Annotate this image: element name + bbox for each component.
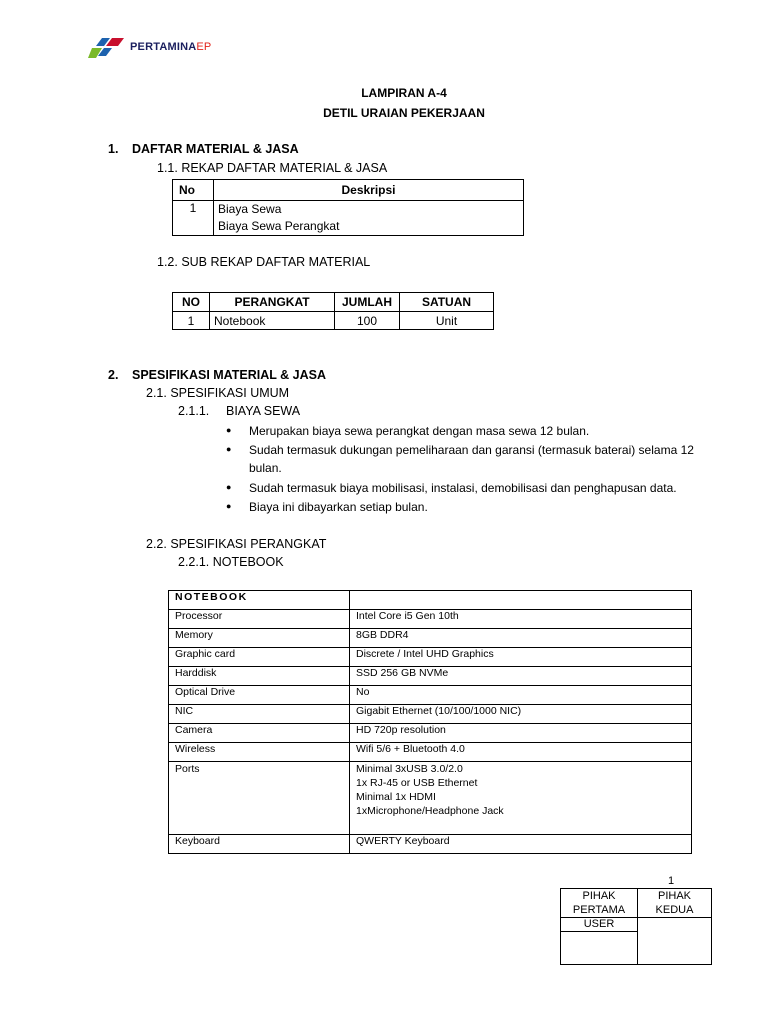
table-row (561, 918, 712, 965)
bullet-icon: ● (226, 501, 232, 511)
rekap-table (172, 179, 524, 236)
table-cell-desc-line2: Biaya Sewa Perangkat (218, 219, 340, 233)
table-header-deskripsi: Deskripsi (214, 180, 524, 201)
spec-label: Processor (169, 610, 350, 629)
section1-number: 1. (108, 142, 119, 156)
pertamina-logo-icon (88, 32, 128, 62)
section2-heading: SPESIFIKASI MATERIAL & JASA (132, 368, 327, 382)
spec-label-keyboard: Keyboard (169, 835, 350, 854)
section1-2-heading: 1.2. SUB REKAP DAFTAR MATERIAL (157, 255, 371, 269)
table-header-row (173, 293, 494, 312)
section1-heading: DAFTAR MATERIAL & JASA (132, 142, 299, 156)
table-cell-perangkat: Notebook (210, 312, 335, 330)
sig-kedua-space (638, 918, 712, 965)
spec-value: SSD 256 GB NVMe (350, 667, 692, 686)
sig-pertama-line2: PERTAMA (572, 904, 626, 916)
table-row (169, 629, 692, 648)
table-header-satuan: SATUAN (400, 293, 494, 312)
spec-label: Memory (169, 629, 350, 648)
table-header-no: No (173, 180, 214, 201)
table-row (169, 835, 692, 854)
spec-label: Camera (169, 724, 350, 743)
bullet-item: Sudah termasuk dukungan pemeliharaan dan garansi (termasuk baterai) selama 12 (249, 443, 694, 457)
table-cell-no: 1 (173, 201, 214, 236)
section1-1-heading: 1.1. REKAP DAFTAR MATERIAL & JASA (157, 161, 388, 175)
table-row (169, 724, 692, 743)
sig-pertama-line1: PIHAK (582, 890, 616, 902)
table-row (169, 610, 692, 629)
table-row (169, 762, 692, 835)
table-row (173, 201, 524, 236)
table-header-jumlah: JUMLAH (335, 293, 400, 312)
table-header-perangkat: PERANGKAT (210, 293, 335, 312)
sig-user-label: USER (561, 918, 637, 932)
ports-line: Minimal 1x HDMI (356, 791, 436, 803)
spec-label: Wireless (169, 743, 350, 762)
table-row (169, 591, 692, 610)
page-number: 1 (668, 875, 675, 887)
table-cell-satuan: Unit (400, 312, 494, 330)
company-logo (88, 32, 238, 62)
table-row (169, 686, 692, 705)
table-row (169, 743, 692, 762)
table-row (561, 889, 712, 918)
section2-1-1-title: BIAYA SEWA (226, 404, 301, 418)
spec-label: NIC (169, 705, 350, 724)
bullet-icon: ● (226, 425, 232, 435)
table-header-no: NO (173, 293, 210, 312)
table-cell-no: 1 (173, 312, 210, 330)
bullet-item-continued: bulan. (249, 461, 282, 475)
page-title-line1: LAMPIRAN A-4 (361, 86, 447, 100)
page-title-line2: DETIL URAIAN PEKERJAAN (323, 106, 485, 120)
section2-1-1-number: 2.1.1. (178, 404, 210, 418)
spec-value: Gigabit Ethernet (10/100/1000 NIC) (350, 705, 692, 724)
table-header-row (173, 180, 524, 201)
table-cell-jumlah: 100 (335, 312, 400, 330)
table-row (169, 667, 692, 686)
bullet-icon: ● (226, 482, 232, 492)
notebook-spec-table (168, 590, 692, 854)
section2-number: 2. (108, 368, 119, 382)
spec-value: Discrete / Intel UHD Graphics (350, 648, 692, 667)
spec-value-ports (350, 762, 692, 835)
ports-line: Minimal 3xUSB 3.0/2.0 (356, 763, 463, 775)
section2-2-1-heading: 2.2.1. NOTEBOOK (178, 555, 284, 569)
section2-1-heading: 2.1. SPESIFIKASI UMUM (146, 386, 290, 400)
table-row (169, 648, 692, 667)
spec-label: Optical Drive (169, 686, 350, 705)
spec-label: Graphic card (169, 648, 350, 667)
table-row (173, 312, 494, 330)
signature-box (560, 888, 712, 965)
table-cell-desc-line1: Biaya Sewa (218, 202, 282, 216)
table-row (169, 705, 692, 724)
sig-kedua-line1: PIHAK (657, 890, 691, 902)
logo-wordmark: PERTAMINAEP (130, 41, 212, 53)
bullet-item: Sudah termasuk biaya mobilisasi, instalasi, demobilisasi dan penghapusan data. (249, 481, 677, 495)
spec-table-title-value (350, 591, 692, 610)
spec-label-ports: Ports (169, 762, 350, 835)
spec-value: HD 720p resolution (350, 724, 692, 743)
spec-value: No (350, 686, 692, 705)
ports-line: 1x RJ-45 or USB Ethernet (356, 777, 478, 789)
spec-label: Harddisk (169, 667, 350, 686)
sub-rekap-table (172, 292, 494, 330)
spec-value: Intel Core i5 Gen 10th (350, 610, 692, 629)
spec-value: Wifi 5/6 + Bluetooth 4.0 (350, 743, 692, 762)
ports-line: 1xMicrophone/Headphone Jack (356, 805, 504, 817)
sig-kedua-line2: KEDUA (655, 904, 694, 916)
spec-table-title: NOTEBOOK (169, 591, 350, 610)
spec-value: 8GB DDR4 (350, 629, 692, 648)
bullet-item: Biaya ini dibayarkan setiap bulan. (249, 500, 428, 514)
bullet-item: Merupakan biaya sewa perangkat dengan masa sewa 12 bulan. (249, 424, 590, 438)
bullet-icon: ● (226, 444, 232, 454)
spec-value-keyboard: QWERTY Keyboard (350, 835, 692, 854)
section2-2-heading: 2.2. SPESIFIKASI PERANGKAT (146, 537, 327, 551)
